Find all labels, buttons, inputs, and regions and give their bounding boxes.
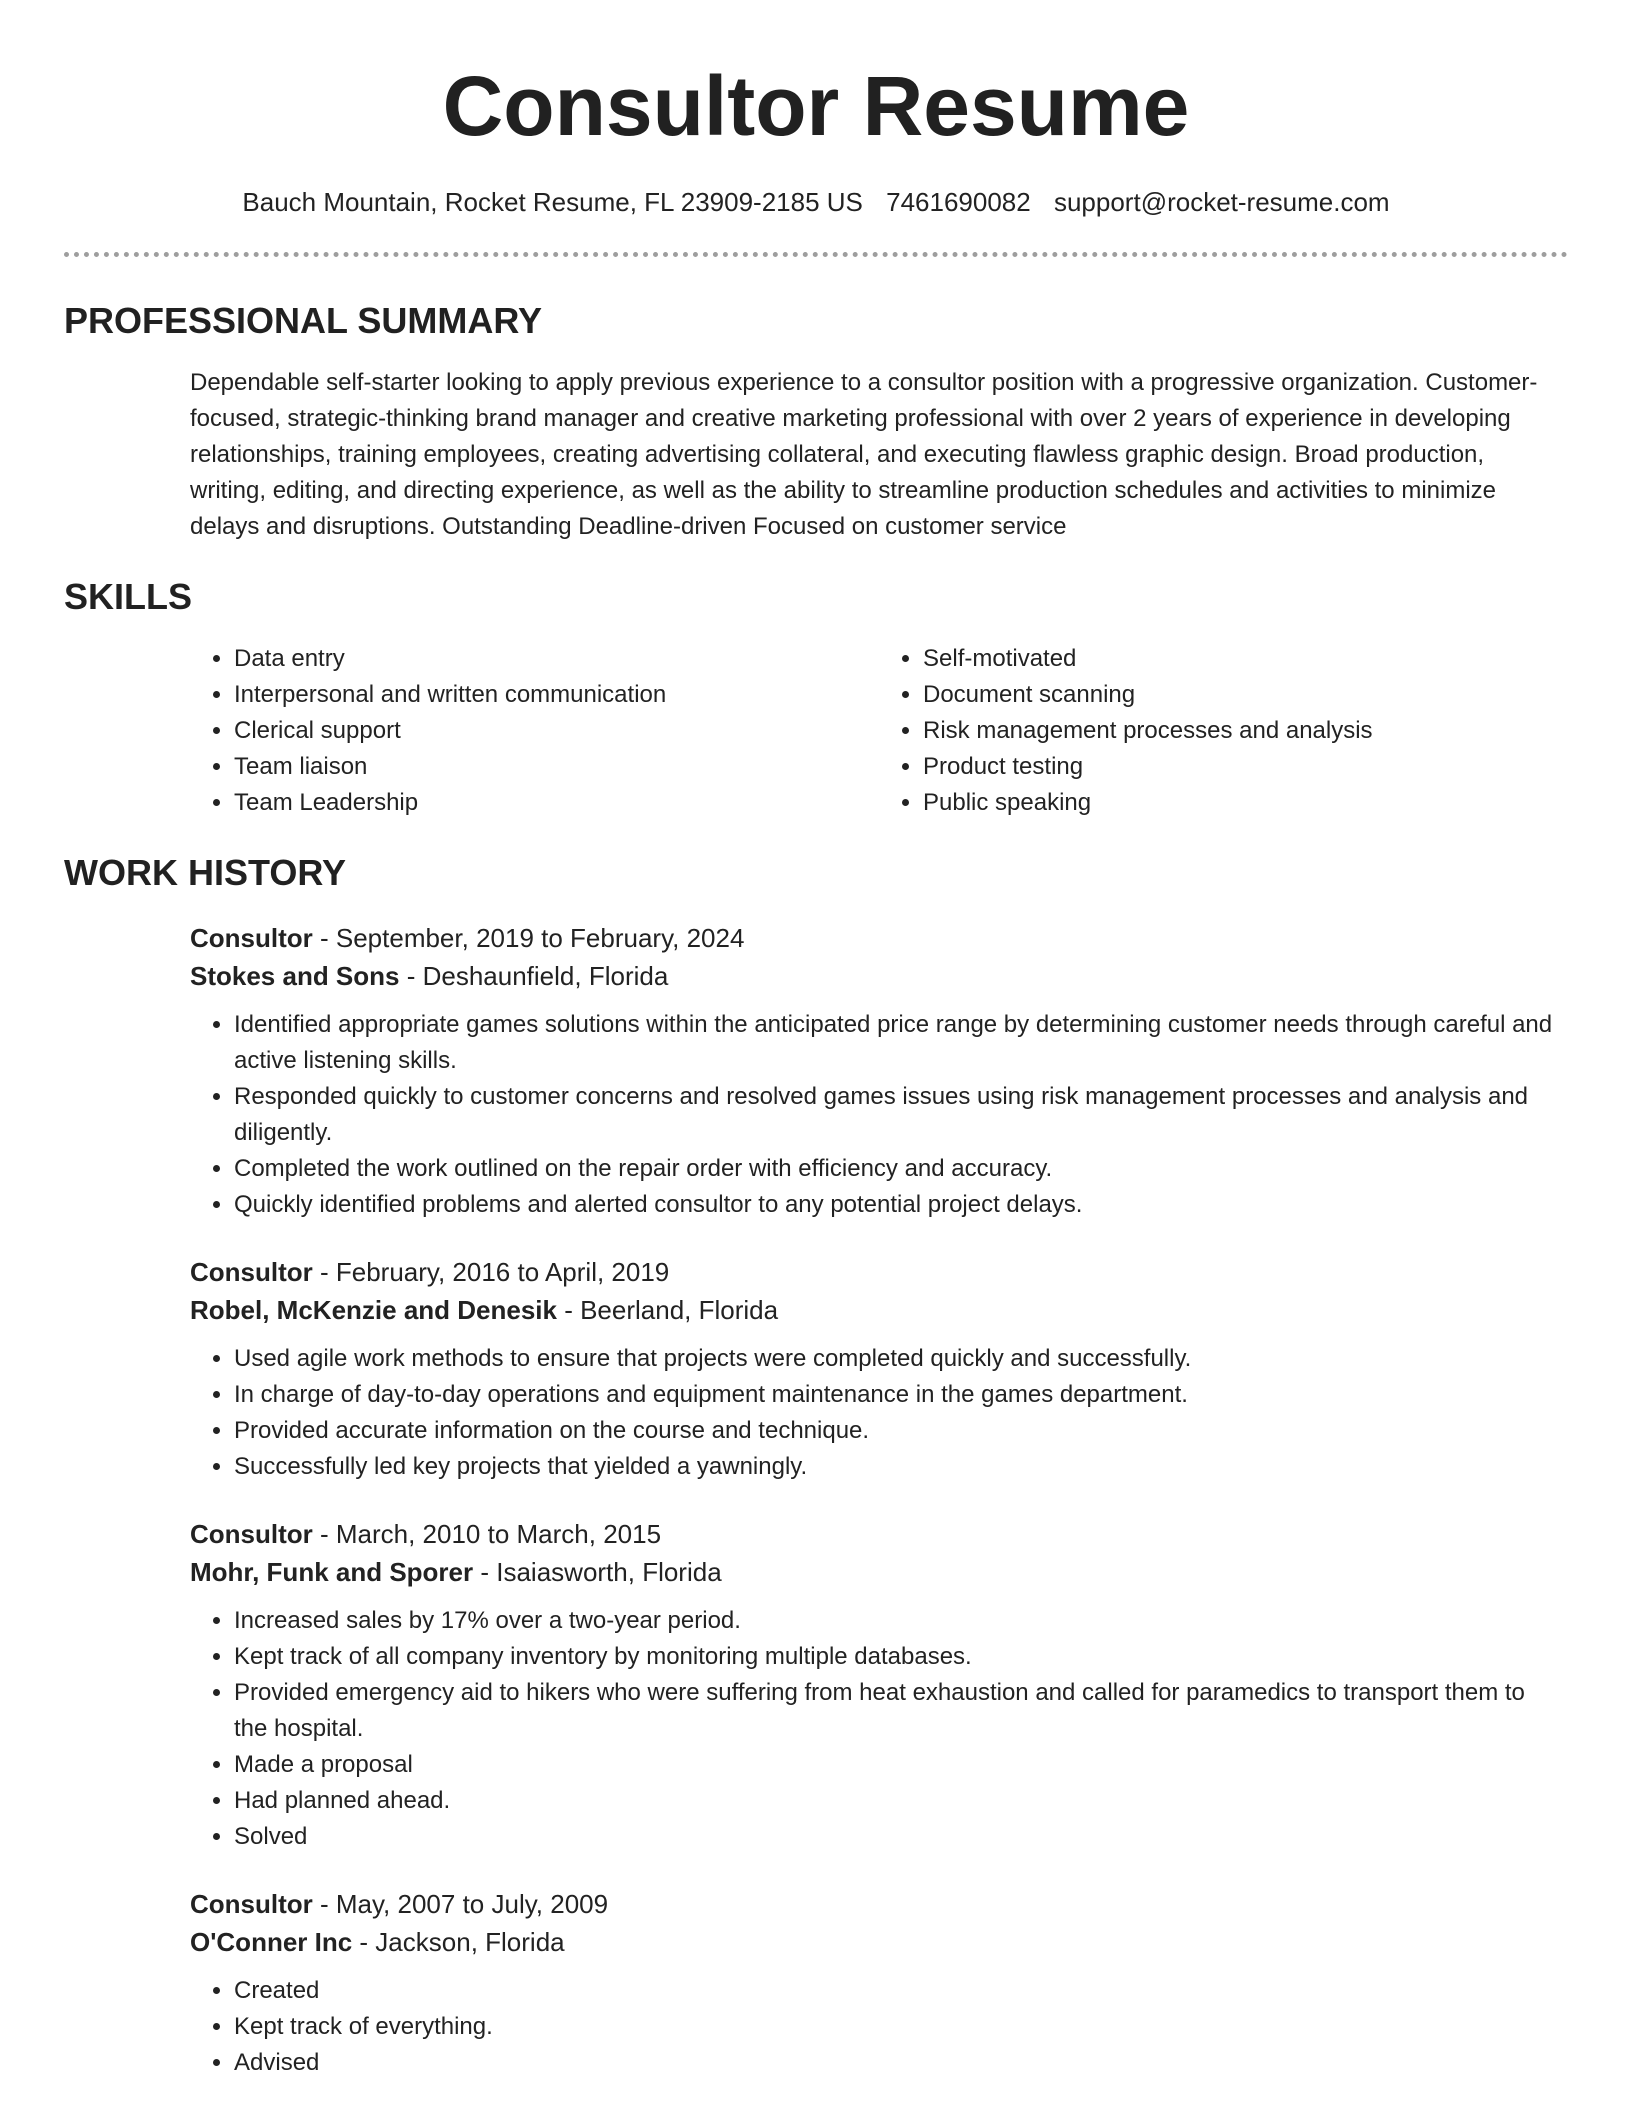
job-role-line xyxy=(190,1253,1564,1291)
job-bullets xyxy=(190,1007,1564,1223)
job-bullet: • Created xyxy=(234,1973,1564,2009)
job-bullet: • Made a proposal xyxy=(234,1747,1564,1783)
skill-item: • Clerical support xyxy=(234,713,879,749)
job-entry xyxy=(190,1885,1564,2081)
skill-item: • Public speaking xyxy=(923,785,1568,821)
contact-line xyxy=(64,184,1568,220)
job-dates: - March, 2010 to March, 2015 xyxy=(312,1519,662,1549)
job-company-line xyxy=(190,1553,1564,1591)
job-company-line xyxy=(190,957,1564,995)
job-role-line xyxy=(190,919,1564,957)
job-dates: - May, 2007 to July, 2009 xyxy=(312,1889,609,1919)
job-dates: - September, 2019 to February, 2024 xyxy=(312,923,745,953)
job-bullet: • Kept track of all company inventory by monitoring multiple databases. xyxy=(234,1639,1564,1675)
job-bullet: • Identified appropriate games solutions within the anticipated price range by determining customer needs through careful and active listening skills. xyxy=(234,1007,1564,1079)
header-divider xyxy=(64,252,1568,257)
work-history-heading: WORK HISTORY xyxy=(64,852,347,893)
job-bullet: • Increased sales by 17% over a two-year period. xyxy=(234,1603,1564,1639)
skill-item: • Team liaison xyxy=(234,749,879,785)
job-bullet: • Solved xyxy=(234,1819,1564,1855)
job-role-line xyxy=(190,1885,1564,1923)
skill-item: • Team Leadership xyxy=(234,785,879,821)
job-bullets xyxy=(190,1973,1564,2081)
job-entry xyxy=(190,919,1564,1223)
skills-column-right xyxy=(879,641,1568,821)
job-bullet: • Quickly identified problems and alerted consultor to any potential project delays. xyxy=(234,1187,1564,1223)
job-bullet: • In charge of day-to-day operations and equipment maintenance in the games department. xyxy=(234,1377,1564,1413)
job-company: Mohr, Funk and Sporer xyxy=(190,1557,474,1587)
job-role: Consultor xyxy=(190,1257,313,1287)
job-role: Consultor xyxy=(190,1889,313,1919)
job-role: Consultor xyxy=(190,923,313,953)
job-role-line xyxy=(190,1515,1564,1553)
job-bullets xyxy=(190,1341,1564,1485)
contact-phone: 7461690082 xyxy=(886,187,1031,217)
skills-heading: SKILLS xyxy=(64,576,193,617)
skill-item: • Document scanning xyxy=(923,677,1568,713)
summary-text: Dependable self-starter looking to apply previous experience to a consultor position with a progressive organization. Customer-focused, strategic-thinking brand manager and creative marketing professional with over 2 years of experience in developing relationships, training employees, creating advertising collateral, and executing flawless graphic design. Broad production, writing, editing, and directing experience, as well as the ability to streamline production schedules and activities to minimize delays and disruptions. Outstanding Deadline-driven Focused on customer service xyxy=(190,369,1538,540)
contact-address: Bauch Mountain, Rocket Resume, FL 23909-2185 US xyxy=(242,187,863,217)
job-bullet: • Completed the work outlined on the repair order with efficiency and accuracy. xyxy=(234,1151,1564,1187)
job-entry xyxy=(190,1253,1564,1485)
job-company: O'Conner Inc xyxy=(190,1927,353,1957)
job-bullet: • Used agile work methods to ensure that projects were completed quickly and successfully. xyxy=(234,1341,1564,1377)
job-bullet: • Responded quickly to customer concerns and resolved games issues using risk management processes and analysis and diligently. xyxy=(234,1079,1564,1151)
summary-heading: PROFESSIONAL SUMMARY xyxy=(64,300,543,341)
job-entry xyxy=(190,1515,1564,1855)
job-bullet: • Kept track of everything. xyxy=(234,2009,1564,2045)
resume-title: Consultor Resume xyxy=(442,59,1190,153)
skill-item: • Self-motivated xyxy=(923,641,1568,677)
job-bullet: • Provided accurate information on the course and technique. xyxy=(234,1413,1564,1449)
skills-column-left xyxy=(190,641,879,821)
job-location: - Isaiasworth, Florida xyxy=(473,1557,722,1587)
job-dates: - February, 2016 to April, 2019 xyxy=(312,1257,670,1287)
job-location: - Deshaunfield, Florida xyxy=(399,961,669,991)
skill-item: • Interpersonal and written communication xyxy=(234,677,879,713)
job-company-line xyxy=(190,1291,1564,1329)
job-role: Consultor xyxy=(190,1519,313,1549)
skill-item: • Product testing xyxy=(923,749,1568,785)
job-company-line xyxy=(190,1923,1564,1961)
job-bullet: • Advised xyxy=(234,2045,1564,2081)
job-location: - Beerland, Florida xyxy=(556,1295,779,1325)
skill-item: • Risk management processes and analysis xyxy=(923,713,1568,749)
job-company: Robel, McKenzie and Denesik xyxy=(190,1295,557,1325)
skills-grid xyxy=(190,641,1568,821)
job-bullet: • Provided emergency aid to hikers who were suffering from heat exhaustion and called for paramedics to transport them to the hospital. xyxy=(234,1675,1564,1747)
job-company: Stokes and Sons xyxy=(190,961,400,991)
skill-item: • Data entry xyxy=(234,641,879,677)
job-bullets xyxy=(190,1603,1564,1855)
job-location: - Jackson, Florida xyxy=(352,1927,565,1957)
job-bullet: • Had planned ahead. xyxy=(234,1783,1564,1819)
contact-email: support@rocket-resume.com xyxy=(1053,187,1390,217)
work-history-list xyxy=(190,919,1564,2081)
job-bullet: • Successfully led key projects that yielded a yawningly. xyxy=(234,1449,1564,1485)
